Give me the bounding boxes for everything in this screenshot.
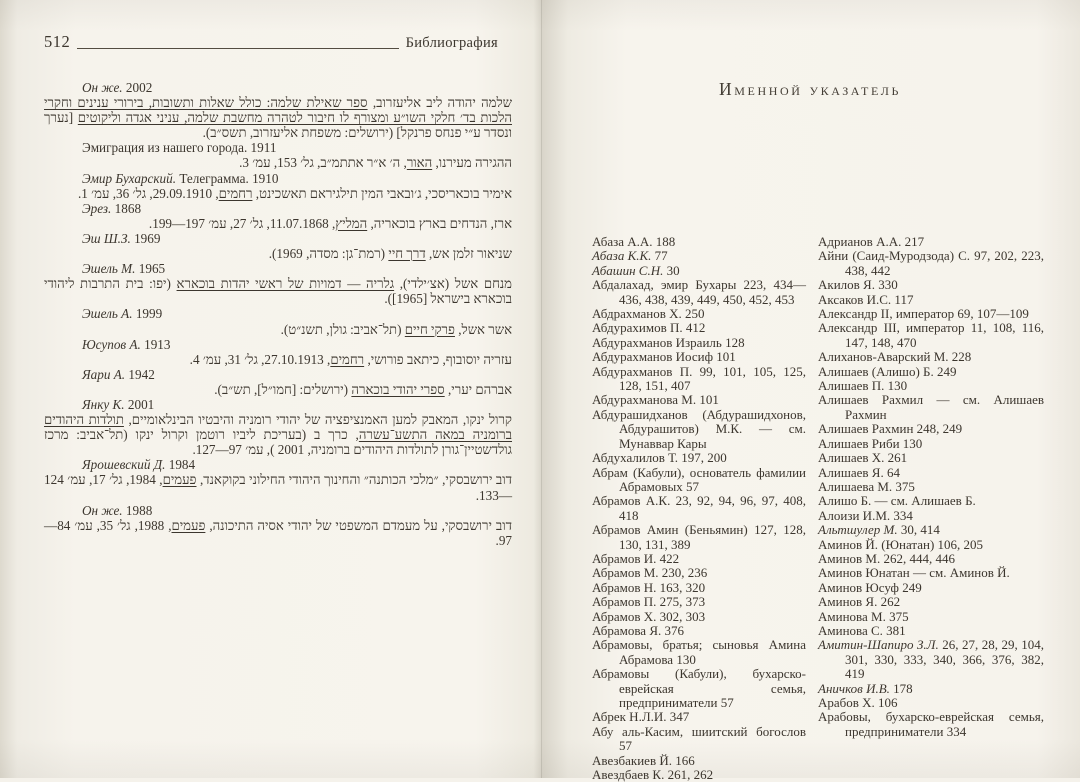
bibliography-entry-heading: Эш Ш.З. 1969 <box>82 230 161 246</box>
bibliography-entry-body: שניאור זלמן אש, דרך חיי (רמת־גן: מסדה, 1969). <box>268 246 512 262</box>
index-entry: Аминова М. 375 <box>818 608 909 624</box>
index-entry: Алишаев П. 130 <box>818 378 908 394</box>
header-rule <box>77 48 398 49</box>
page-number: 512 <box>44 32 71 51</box>
index-entry: Аничков И.В. 178 <box>818 680 913 696</box>
bibliography-entry-body: אימיר בוכאריסכי, ג׳ובאבי המין תילגיראם תאשכינט, רחמים, 29.09.1910, גל׳ 36, עמ׳ 1. <box>77 185 512 201</box>
index-entry: Абдалахад, эмир Бухары 223, 434—436, 438, 439, 449, 450, 452, 453 <box>592 277 806 307</box>
bibliography-entry-heading: Эмир Бухарский. Телеграмма. 1910 <box>82 170 279 186</box>
bibliography-list <box>44 80 512 548</box>
index-entry: Алишаева М. 375 <box>818 478 915 494</box>
index-entry: Арабовы, бухарско-еврейская семья, предприниматели 334 <box>818 709 1044 739</box>
index-entry: Айни (Саид-Муродзода) С. 97, 202, 223, 438, 442 <box>818 248 1044 278</box>
page-right-name-index <box>540 0 1080 782</box>
index-entry: Алишаев (Алишо) Б. 249 <box>818 363 957 379</box>
index-entry: Аксаков И.С. 117 <box>818 291 914 307</box>
index-entry: Авезбакиев Й. 166 <box>592 752 695 768</box>
index-entry: Алишаев Х. 261 <box>818 450 908 466</box>
index-entry: Абрамова Я. 376 <box>592 622 684 638</box>
index-entry: Абаза А.А. 188 <box>592 234 676 249</box>
bibliography-entry-heading: Ярошевский Д. 1984 <box>82 457 196 473</box>
index-entry: Абдухалилов Т. 197, 200 <box>592 450 727 466</box>
index-entry: Абрамовы, братья; сыновья Амина Абрамова 130 <box>592 637 806 667</box>
index-entry: Абаза К.К. 77 <box>592 248 668 264</box>
bibliography-entry-body: ארז, הנדחים בארץ בוכאריה, המליץ, 11.07.1868, גל׳ 27, עמ׳ 197—199. <box>148 215 512 231</box>
index-entry: Аминов Й. (Юнатан) 106, 205 <box>818 536 984 552</box>
index-columns <box>592 235 1044 782</box>
bibliography-entry-heading: Янку К. 2001 <box>82 396 155 412</box>
index-entry: Абдурахимов П. 412 <box>592 320 706 336</box>
bibliography-entry-heading: Он же. 2002 <box>82 80 153 95</box>
index-entry: Аминов Юсуф 249 <box>818 579 922 595</box>
index-entry: Абрам (Кабули), основатель фамилии Абрамовых 57 <box>592 464 806 494</box>
index-entry: Абдурахманов Израиль 128 <box>592 334 745 350</box>
index-entry: Адрианов А.А. 217 <box>818 234 925 249</box>
index-entry: Абрамовы (Кабули), бухарско-еврейская семья, предприниматели 57 <box>592 666 806 710</box>
page-header <box>44 34 498 51</box>
index-entry: Алишо Б. — см. Алишаев Б. <box>818 493 976 509</box>
index-entry: Абрамов Х. 302, 303 <box>592 608 706 624</box>
index-entry: Алишаев Я. 64 <box>818 464 900 480</box>
index-entry: Абдурахманова М. 101 <box>592 392 719 408</box>
index-entry: Абрамов Н. 163, 320 <box>592 579 706 595</box>
index-entry: Александр II, император 69, 107—109 <box>818 306 1029 322</box>
bibliography-entry-body: קרול ינקו, המאבק למען האמנציפציה של יהודי רומניה והיבטיו הבינלאומיים, תולדות היהודים ברומניה במאה התשע־עשרה, כרך ב (בעריכת ליביו רוטמן וקרול ינקו (תל־אביב: מרכז גולדשטיין־גורן לתולדות היהודים ברומניה, 2001 ), עמ׳ 97—127. <box>44 412 512 458</box>
index-column-2 <box>818 235 1044 782</box>
index-entry: Амитин-Шапиро З.Л. 26, 27, 28, 29, 104, 301, 330, 333, 340, 366, 376, 382, 419 <box>818 637 1045 682</box>
index-entry: Алиханов-Аварский М. 228 <box>818 349 972 365</box>
index-entry: Абрамов Амин (Беньямин) 127, 128, 130, 131, 389 <box>592 522 806 552</box>
index-entry: Абдурашидханов (Абдурашидхонов, Абдурашитов) М.К. — см. Мунаввар Кары <box>592 406 806 451</box>
index-entry: Аминов М. 262, 444, 446 <box>818 550 955 566</box>
bibliography-entry-body: עזריה יוסובוף, כיתאב פורושי, רחמים, 27.10.1913, גל׳ 31, עמ׳ 4. <box>189 351 512 367</box>
index-entry: Абрек Н.Л.И. 347 <box>592 709 690 725</box>
bibliography-entry-body: דוב ירושבסקי, על מעמדם המשפטי של יהודי אסיה התיכונה, פעמים, 1988, גל׳ 35, עמ׳ 84—97. <box>44 517 512 548</box>
bibliography-entry-heading: Эшель А. 1999 <box>82 306 163 322</box>
index-entry: Алоизи И.М. 334 <box>818 507 913 523</box>
bibliography-entry-body: ההגירה מעירנו, האור, ה׳ א״ר אתתמ״ב, גל׳ 153, עמ׳ 3. <box>239 155 512 171</box>
bibliography-entry-body: מנחם אשל (אצ׳ילדי), גלריה — דמויות של ראשי יהדות בוכארא (יפו: בית התרבות ליהודי בוכארא בישראל [1965]). <box>44 276 512 307</box>
bibliography-entry-body: דוב ירושבסקי, ״מלכי הכותנה״ והחינוך היהודי החילוני בקוקאנד, פעמים, 1984, גל׳ 17, עמ׳ 124—133. <box>44 472 513 503</box>
index-entry: Аминов Я. 262 <box>818 594 901 610</box>
running-head: Библиография <box>405 35 498 51</box>
index-entry: Абашин С.Н. 30 <box>592 262 680 278</box>
bibliography-entry-heading: Яари А. 1942 <box>82 366 155 382</box>
index-entry: Акилов Я. 330 <box>818 277 898 293</box>
index-entry: Абрамов И. 422 <box>592 550 680 566</box>
bibliography-entry-body: אברהם יערי, ספרי יהודי בוכארה (ירושלים: [חמו״ל], תש״ב). <box>214 381 512 397</box>
bibliography-entry-heading: Эмиграция из нашего города. 1911 <box>82 140 277 156</box>
index-entry: Авездбаев К. 261, 262 <box>592 767 714 782</box>
bibliography-entry-body: אשר אשל, פרקי חיים (תל־אביב: גולן, תשנ״ט). <box>280 321 512 337</box>
bibliography-entry-heading: Он же. 1988 <box>82 502 153 518</box>
index-entry: Алишаев Рахмил — см. Алишаев Рахмин <box>818 392 1044 422</box>
index-entry: Абу аль-Касим, шиитский богослов 57 <box>592 723 806 754</box>
index-entry: Абдрахманов Х. 250 <box>592 306 705 322</box>
index-entry: Алишаев Риби 130 <box>818 435 923 451</box>
index-entry: Абдурахманов Иосиф 101 <box>592 349 736 365</box>
index-column-1 <box>592 235 806 782</box>
index-entry: Аминова С. 381 <box>818 622 906 638</box>
index-title: Именной указатель <box>719 79 901 99</box>
index-entry: Абрамов А.К. 23, 92, 94, 96, 97, 408, 418 <box>592 493 806 523</box>
bibliography-entry-heading: Эрез. 1868 <box>82 200 142 216</box>
page-left-bibliography <box>0 0 540 778</box>
index-entry: Алишаев Рахмин 248, 249 <box>818 421 963 437</box>
bibliography-entry-body: שלמה יהודה ליב אליעזרוב, ספר שאילת שלמה: כולל שאלות ותשובות, בירורי ענינים וחקרי הלכות בד׳ חלקי השו״ע ומצורף לו חיבור לטהרה מחשבת שלמה, עניני אגדה וליקוטים [נערך ונסדר ע״י פנחס פרנקל] (ירושלים: משפחת אליעזרוב, תשס״ב). <box>44 95 512 141</box>
index-entry: Абрамов П. 275, 373 <box>592 594 706 610</box>
index-entry: Аминов Юнатан — см. Аминов Й. <box>818 565 1010 581</box>
bibliography-entry-heading: Юсупов А. 1913 <box>82 336 171 352</box>
index-entry: Альтшулер М. 30, 414 <box>818 522 940 538</box>
bibliography-entry-heading: Эшель М. 1965 <box>82 261 166 277</box>
index-entry: Абдурахманов П. 99, 101, 105, 125, 128, 151, 407 <box>592 363 806 394</box>
index-entry: Александр III, император 11, 108, 116, 147, 148, 470 <box>818 320 1044 350</box>
index-entry: Арабов Х. 106 <box>818 695 898 710</box>
index-entry: Абрамов М. 230, 236 <box>592 565 708 581</box>
